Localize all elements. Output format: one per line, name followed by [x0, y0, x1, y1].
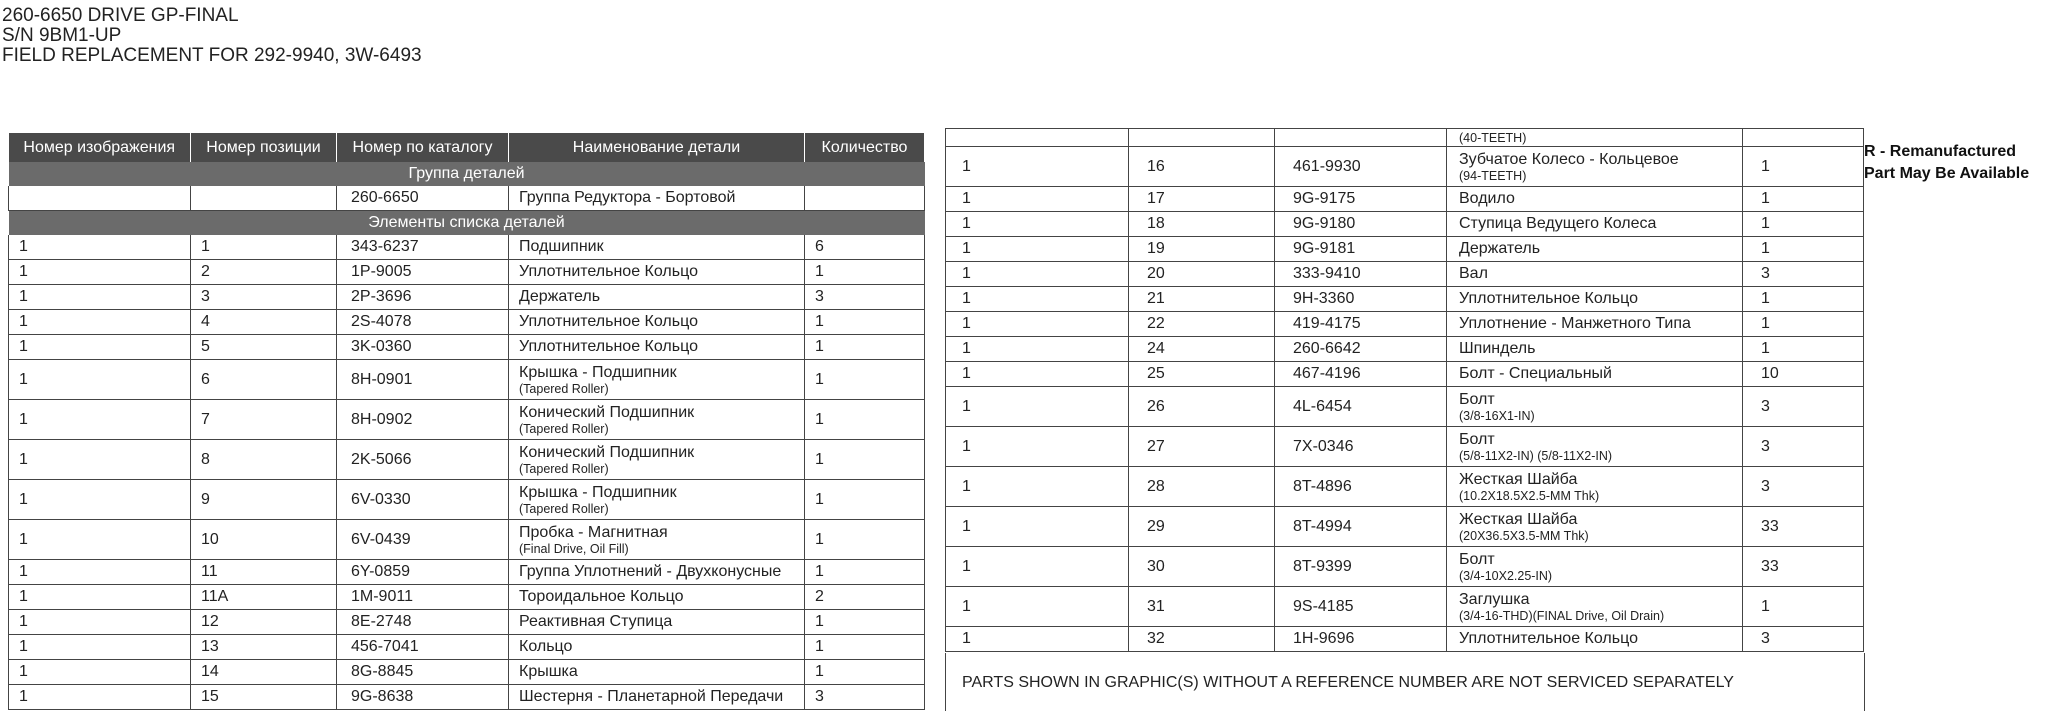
part-number-cell[interactable]: 9H-3360 [1275, 287, 1447, 312]
part-name-cell [509, 610, 805, 635]
part-number-cell[interactable]: 8E-2748 [337, 610, 509, 635]
part-name-cell [509, 685, 805, 710]
position-cell: 16 [1129, 147, 1275, 187]
part-name-cell [1447, 362, 1743, 387]
part-number-cell[interactable]: 9G-9180 [1275, 212, 1447, 237]
table-row [9, 480, 925, 520]
part-name: Жесткая Шайба [1459, 510, 1578, 528]
image-number-cell: 1 [9, 520, 191, 560]
position-cell: 5 [191, 335, 337, 360]
table-row [9, 660, 925, 685]
part-number-cell[interactable]: 1M-9011 [337, 585, 509, 610]
table-row [946, 467, 1864, 507]
quantity-cell: 1 [1743, 147, 1864, 187]
position-cell: 32 [1129, 627, 1275, 652]
part-name-cell [509, 285, 805, 310]
quantity-cell: 10 [1743, 362, 1864, 387]
part-name: Уплотнительное Кольцо [519, 313, 698, 330]
position-cell: 30 [1129, 547, 1275, 587]
part-name: Крышка [519, 663, 578, 680]
position-cell: 15 [191, 685, 337, 710]
image-number-cell: 1 [9, 235, 191, 260]
part-name: Ступица Ведущего Колеса [1459, 215, 1657, 232]
part-number-cell[interactable]: 9G-8638 [337, 685, 509, 710]
table-row [946, 237, 1864, 262]
part-name-detail: (Tapered Roller) [519, 501, 609, 516]
part-number-cell[interactable]: 6V-0439 [337, 520, 509, 560]
table-row [946, 312, 1864, 337]
header-title: 260-6650 DRIVE GP-FINAL [2, 5, 239, 26]
part-number-cell[interactable]: 333-9410 [1275, 262, 1447, 287]
quantity-cell: 1 [805, 310, 925, 335]
table-row [946, 212, 1864, 237]
part-name-cell [1447, 547, 1743, 587]
reman-legend-line2: Part May Be Available [1864, 165, 2030, 182]
part-number-cell[interactable]: 2K-5066 [337, 440, 509, 480]
table-row [9, 520, 925, 560]
image-number-cell: 1 [9, 335, 191, 360]
group-part-number[interactable]: 260-6650 [337, 186, 509, 211]
group-row [9, 186, 925, 211]
part-name-detail: (Tapered Roller) [519, 421, 609, 436]
part-name-detail: (5/8-11X2-IN) (5/8-11X2-IN) [1459, 448, 1613, 463]
part-number-cell[interactable]: 8H-0901 [337, 360, 509, 400]
part-name: Пробка - Магнитная [519, 523, 668, 541]
quantity-cell: 1 [805, 480, 925, 520]
quantity-cell: 3 [805, 685, 925, 710]
table-row [946, 387, 1864, 427]
part-name: Подшипник [519, 238, 604, 255]
part-name-cell [509, 635, 805, 660]
part-name-cell [1447, 312, 1743, 337]
part-number-cell[interactable]: 2S-4078 [337, 310, 509, 335]
part-name: Вал [1459, 265, 1488, 282]
part-name: Уплотнительное Кольцо [519, 263, 698, 280]
table-row [946, 362, 1864, 387]
image-number-cell: 1 [9, 685, 191, 710]
parts-table-right [945, 128, 1864, 652]
position-cell: 17 [1129, 187, 1275, 212]
part-number-cell[interactable]: 419-4175 [1275, 312, 1447, 337]
image-number-cell: 1 [9, 260, 191, 285]
part-name: Конический Подшипник [519, 403, 695, 421]
part-name: Тороидальное Кольцо [519, 588, 684, 605]
part-name-detail: (3/4-16-THD)(FINAL Drive, Oil Drain) [1459, 608, 1665, 623]
part-name-cell [1447, 337, 1743, 362]
part-number-cell[interactable]: 8T-4896 [1275, 467, 1447, 507]
position-cell: 26 [1129, 387, 1275, 427]
part-number-cell[interactable]: 1P-9005 [337, 260, 509, 285]
part-name: Зубчатое Колесо - Кольцевое [1459, 150, 1679, 168]
image-number-cell: 1 [946, 337, 1129, 362]
quantity-cell: 1 [1743, 187, 1864, 212]
list-header [9, 211, 925, 236]
part-name-cell [1447, 627, 1743, 652]
part-number-cell[interactable]: 461-9930 [1275, 147, 1447, 187]
quantity-cell: 6 [805, 235, 925, 260]
part-name-cell [1447, 187, 1743, 212]
part-name: Реактивная Ступица [519, 613, 673, 630]
table-row [946, 587, 1864, 627]
quantity-cell: 1 [1743, 312, 1864, 337]
table-row [9, 610, 925, 635]
part-number-cell[interactable]: 8T-9399 [1275, 547, 1447, 587]
quantity-cell: 1 [1743, 212, 1864, 237]
table-row [946, 507, 1864, 547]
part-name: Болт - Специальный [1459, 365, 1612, 382]
image-number-cell: 1 [946, 587, 1129, 627]
quantity-cell: 1 [805, 610, 925, 635]
part-name-cell [1447, 387, 1743, 427]
position-cell: 11 [191, 560, 337, 585]
quantity-cell: 3 [1743, 627, 1864, 652]
position-cell: 28 [1129, 467, 1275, 507]
quantity-cell: 1 [805, 635, 925, 660]
position-cell: 21 [1129, 287, 1275, 312]
position-cell: 11A [191, 585, 337, 610]
col-header-position[interactable]: Номер позиции [191, 133, 337, 162]
part-name-detail: (10.2X18.5X2.5-MM Thk) [1459, 488, 1600, 503]
image-number-cell: 1 [946, 547, 1129, 587]
part-name-detail: (Final Drive, Oil Fill) [519, 541, 629, 556]
part-number-cell[interactable]: 6V-0330 [337, 480, 509, 520]
position-cell: 18 [1129, 212, 1275, 237]
part-name: Уплотнительное Кольцо [1459, 630, 1638, 647]
table-row [9, 310, 925, 335]
part-name: Болт [1459, 550, 1495, 568]
part-name: Шпиндель [1459, 340, 1536, 357]
table-row [946, 187, 1864, 212]
part-name: Конический Подшипник [519, 443, 695, 461]
part-name: Болт [1459, 390, 1495, 408]
part-name-cell [1447, 587, 1743, 627]
position-cell: 9 [191, 480, 337, 520]
part-name-cell [1447, 427, 1743, 467]
position-cell: 6 [191, 360, 337, 400]
col-header-part-number[interactable]: Номер по каталогу [337, 133, 509, 162]
part-name-cell [1447, 262, 1743, 287]
part-name-detail: (20X36.5X3.5-MM Thk) [1459, 528, 1589, 543]
image-number-cell: 1 [946, 362, 1129, 387]
part-name-cell [509, 585, 805, 610]
position-cell: 12 [191, 610, 337, 635]
part-name: Крышка - Подшипник [519, 363, 677, 381]
part-number-cell[interactable]: 9G-9181 [1275, 237, 1447, 262]
table-row [9, 635, 925, 660]
image-number-cell: 1 [946, 287, 1129, 312]
part-name: Уплотнительное Кольцо [519, 338, 698, 355]
part-name-cell [509, 400, 805, 440]
part-name-cell [1447, 467, 1743, 507]
quantity-cell: 3 [1743, 427, 1864, 467]
list-label: Элементы списка деталей [9, 211, 925, 236]
part-name-cell [509, 310, 805, 335]
position-cell: 14 [191, 660, 337, 685]
part-name-detail: (Tapered Roller) [519, 381, 609, 396]
image-number-cell: 1 [946, 147, 1129, 187]
quantity-cell: 3 [1743, 387, 1864, 427]
table-row [946, 147, 1864, 187]
quantity-cell: 3 [1743, 262, 1864, 287]
position-cell: 4 [191, 310, 337, 335]
part-name: Крышка - Подшипник [519, 483, 677, 501]
table-row [946, 547, 1864, 587]
position-cell: 29 [1129, 507, 1275, 547]
quantity-cell: 1 [1743, 237, 1864, 262]
table-row [9, 440, 925, 480]
part-name-detail: (40-TEETH) [1459, 130, 1527, 145]
image-number-cell: 1 [9, 660, 191, 685]
part-name: Заглушка [1459, 590, 1530, 608]
quantity-cell: 1 [805, 260, 925, 285]
part-number-cell[interactable]: 4L-6454 [1275, 387, 1447, 427]
table-row [9, 360, 925, 400]
quantity-cell: 1 [805, 400, 925, 440]
position-cell: 7 [191, 400, 337, 440]
image-number-cell: 1 [9, 360, 191, 400]
table-row [946, 337, 1864, 362]
part-name: Уплотнение - Манжетного Типа [1459, 315, 1691, 332]
group-part-name: Группа Редуктора - Бортовой [509, 186, 805, 211]
position-cell: 1 [191, 235, 337, 260]
image-number-cell: 1 [946, 312, 1129, 337]
document-header [2, 6, 422, 66]
part-number-cell[interactable]: 3K-0360 [337, 335, 509, 360]
image-number-cell: 1 [9, 310, 191, 335]
position-cell: 25 [1129, 362, 1275, 387]
part-name: Группа Уплотнений - Двухконусные [519, 563, 782, 580]
position-cell: 20 [1129, 262, 1275, 287]
image-number-cell: 1 [9, 440, 191, 480]
image-number-cell: 1 [946, 237, 1129, 262]
part-name-detail: (3/4-10X2.25-IN) [1459, 568, 1553, 583]
part-number-cell[interactable]: 9G-9175 [1275, 187, 1447, 212]
quantity-cell: 1 [805, 335, 925, 360]
image-number-cell: 1 [946, 212, 1129, 237]
quantity-cell: 2 [805, 585, 925, 610]
position-cell: 13 [191, 635, 337, 660]
table-row [9, 400, 925, 440]
table-row [946, 262, 1864, 287]
position-cell: 3 [191, 285, 337, 310]
quantity-cell: 1 [805, 360, 925, 400]
position-cell: 8 [191, 440, 337, 480]
table-header-row [9, 133, 925, 162]
quantity-cell: 1 [1743, 587, 1864, 627]
table-row [9, 585, 925, 610]
quantity-cell: 1 [1743, 287, 1864, 312]
part-name-cell [509, 440, 805, 480]
part-name-cell [509, 360, 805, 400]
image-number-cell: 1 [946, 387, 1129, 427]
part-name: Водило [1459, 190, 1515, 207]
part-number-cell[interactable]: 9S-4185 [1275, 587, 1447, 627]
image-number-cell: 1 [946, 187, 1129, 212]
image-number-cell: 1 [9, 400, 191, 440]
image-number-cell: 1 [9, 635, 191, 660]
part-number-cell[interactable]: 260-6642 [1275, 337, 1447, 362]
table-row [9, 335, 925, 360]
quantity-cell: 33 [1743, 507, 1864, 547]
part-number-cell[interactable]: 8H-0902 [337, 400, 509, 440]
parts-table-left [8, 133, 925, 710]
table-row [946, 129, 1864, 147]
part-name: Уплотнительное Кольцо [1459, 290, 1638, 307]
quantity-cell: 3 [1743, 467, 1864, 507]
part-name: Держатель [519, 288, 601, 305]
part-name: Кольцо [519, 638, 573, 655]
quantity-cell: 1 [805, 440, 925, 480]
part-name-cell [509, 480, 805, 520]
part-number-cell[interactable]: 343-6237 [337, 235, 509, 260]
part-name: Держатель [1459, 240, 1541, 257]
table-row [9, 260, 925, 285]
table-row [9, 685, 925, 710]
position-cell: 31 [1129, 587, 1275, 627]
reman-legend [1864, 141, 2029, 185]
footer-note: PARTS SHOWN IN GRAPHIC(S) WITHOUT A REFERENCE NUMBER ARE NOT SERVICED SEPARATELY [962, 674, 1734, 691]
col-header-image[interactable]: Номер изображения [9, 133, 191, 162]
image-number-cell: 1 [9, 560, 191, 585]
part-name: Жесткая Шайба [1459, 470, 1578, 488]
part-number-cell[interactable]: 2P-3696 [337, 285, 509, 310]
part-name: Болт [1459, 430, 1495, 448]
image-number-cell: 1 [9, 285, 191, 310]
position-cell: 19 [1129, 237, 1275, 262]
col-header-part-name[interactable]: Наименование детали [509, 133, 805, 162]
quantity-cell: 33 [1743, 547, 1864, 587]
quantity-cell: 3 [805, 285, 925, 310]
image-number-cell: 1 [946, 427, 1129, 467]
position-cell: 24 [1129, 337, 1275, 362]
table-row [946, 427, 1864, 467]
part-name-detail: (94-TEETH) [1459, 168, 1527, 183]
image-number-cell: 1 [946, 627, 1129, 652]
image-number-cell: 1 [946, 507, 1129, 547]
part-name-cell [509, 520, 805, 560]
image-number-cell: 1 [946, 262, 1129, 287]
part-number-cell[interactable]: 467-4196 [1275, 362, 1447, 387]
group-header [9, 162, 925, 186]
part-name: Шестерня - Планетарной Передачи [519, 688, 784, 705]
part-name-detail: (Tapered Roller) [519, 461, 609, 476]
part-number-cell[interactable]: 456-7041 [337, 635, 509, 660]
part-number-cell[interactable]: 8T-4994 [1275, 507, 1447, 547]
table-row [9, 235, 925, 260]
footer-note-box [945, 653, 1865, 711]
part-name-detail: (3/8-16X1-IN) [1459, 408, 1535, 423]
position-cell: 27 [1129, 427, 1275, 467]
position-cell: 10 [191, 520, 337, 560]
part-name-cell [1447, 507, 1743, 547]
reman-legend-line1: R - Remanufactured [1864, 143, 2017, 160]
part-name-cell [1447, 287, 1743, 312]
part-name-cell [1447, 147, 1743, 187]
part-name-cell [509, 660, 805, 685]
position-cell: 2 [191, 260, 337, 285]
quantity-cell: 1 [805, 660, 925, 685]
col-header-quantity[interactable]: Количество [805, 133, 925, 162]
part-name-cell [509, 560, 805, 585]
part-number-cell[interactable]: 1H-9696 [1275, 627, 1447, 652]
table-row [9, 560, 925, 585]
part-name-cell [1447, 237, 1743, 262]
group-label: Группа деталей [9, 162, 925, 186]
image-number-cell: 1 [9, 610, 191, 635]
image-number-cell: 1 [946, 467, 1129, 507]
table-row [9, 285, 925, 310]
quantity-cell: 1 [1743, 337, 1864, 362]
part-name-cell [509, 235, 805, 260]
part-name-cell [509, 260, 805, 285]
quantity-cell: 1 [805, 560, 925, 585]
quantity-cell: 1 [805, 520, 925, 560]
header-serial: S/N 9BM1-UP [2, 25, 122, 46]
part-name-cell [509, 335, 805, 360]
part-number-cell[interactable]: 8G-8845 [337, 660, 509, 685]
image-number-cell: 1 [9, 585, 191, 610]
table-row [946, 627, 1864, 652]
image-number-cell: 1 [9, 480, 191, 520]
table-row [946, 287, 1864, 312]
part-number-cell[interactable]: 6Y-0859 [337, 560, 509, 585]
position-cell: 22 [1129, 312, 1275, 337]
part-name-cell [1447, 212, 1743, 237]
part-number-cell[interactable]: 7X-0346 [1275, 427, 1447, 467]
header-replacement: FIELD REPLACEMENT FOR 292-9940, 3W-6493 [2, 45, 422, 66]
